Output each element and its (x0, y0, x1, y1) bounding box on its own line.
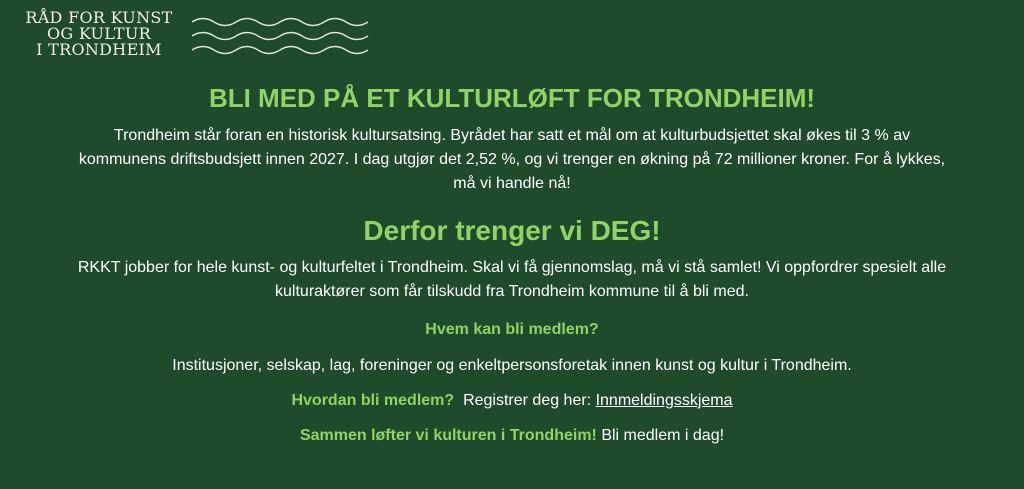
logo-line-3: I TRONDHEIM (36, 40, 162, 59)
faq-answer: Institusjoner, selskap, lag, foreninger og enkeltpersonsforetak innen kunst og kultur i Trondheim. (172, 357, 852, 374)
how-label: Hvordan bli medlem? (291, 392, 455, 409)
faq-question: Hvem kan bli medlem? (425, 321, 599, 338)
wave-lines-icon (190, 14, 370, 60)
cta-text: Bli medlem i dag! (601, 427, 725, 444)
how-to-join (0, 391, 1024, 411)
how-text: Registrer deg her: (463, 392, 592, 409)
logo-line-2: OG KULTUR (46, 24, 152, 43)
body-paragraph: RKKT jobber for hele kunst- og kulturfeltet i Trondheim. Skal vi få gjennomslag, må vi stå samlet! Vi oppfordrer spesielt alle kulturaktører som får tilskudd fra Trondheim kommune til å bli med. (77, 259, 947, 300)
headline: BLI MED PÅ ET KULTURLØFT FOR TRONDHEIM! (208, 83, 816, 113)
subheading: Derfor trenger vi DEG! (363, 215, 661, 246)
logo (24, 10, 174, 58)
intro-paragraph: Trondheim står foran en historisk kultursatsing. Byrådet har satt et mål om at kulturbudsjettet skal økes til 3 % av kommunens driftsbudsjett innen 2027. I dag utgjør det 2,52 %, og vi trenger en økning på 72 millioner kroner. For å lykkes, må vi handle nå! (78, 127, 946, 192)
main-content (0, 82, 1024, 446)
logo-line-1: RÅD FOR KUNST (25, 8, 173, 27)
signup-form-link[interactable]: Innmeldingsskjema (595, 392, 733, 409)
cta-bold: Sammen løfter vi kulturen i Trondheim! (299, 427, 597, 444)
call-to-action (0, 426, 1024, 446)
